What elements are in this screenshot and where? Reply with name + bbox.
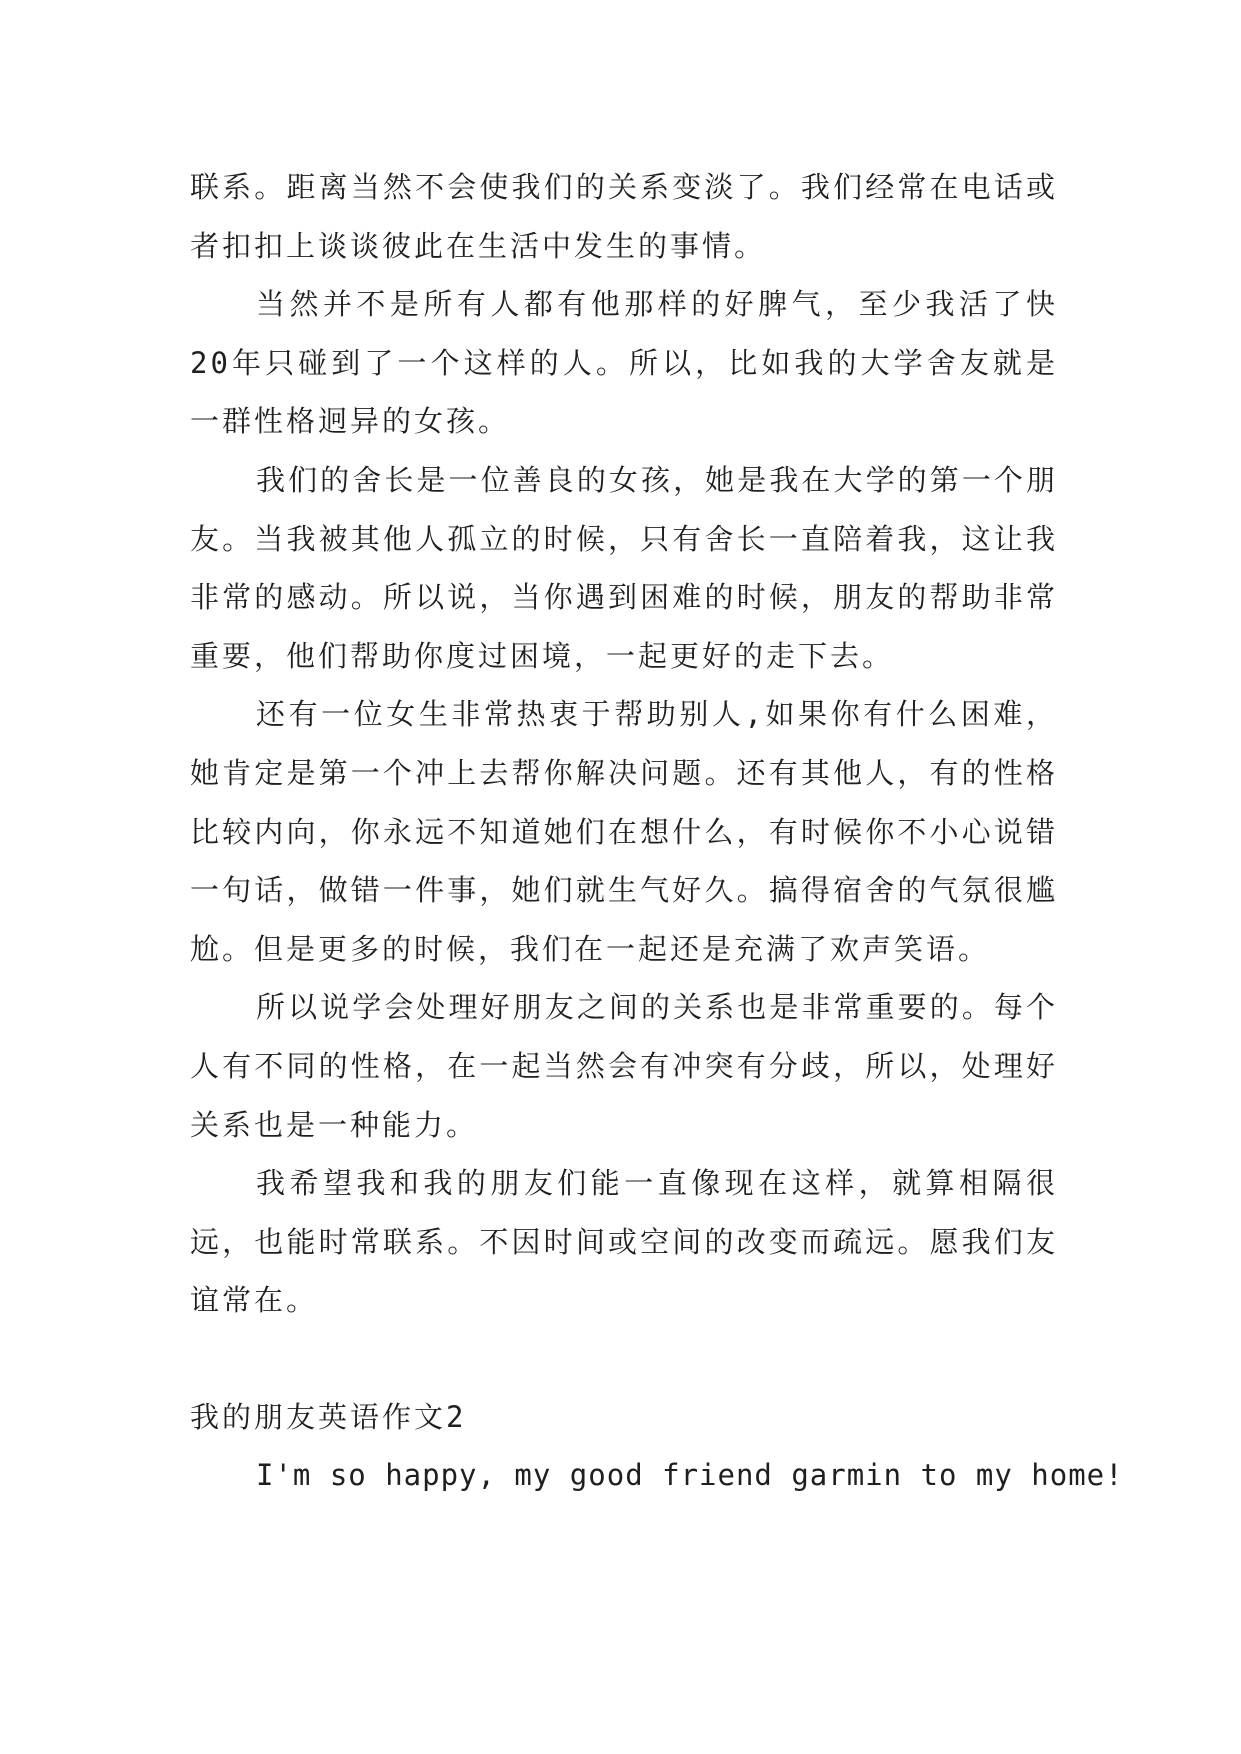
- paragraph: 我希望我和我的朋友们能一直像现在这样，就算相隔很远，也能时常联系。不因时间或空间的改变而疏远。愿我们友谊常在。: [190, 1166, 1058, 1318]
- paragraph-continued: 联系。距离当然不会使我们的关系变淡了。我们经常在电话或者扣扣上谈谈彼此在生活中发生的事情。: [190, 170, 1058, 263]
- paragraph: 我们的舍长是一位善良的女孩，她是我在大学的第一个朋友。当我被其他人孤立的时候，只有舍长一直陪着我，这让我非常的感动。所以说，当你遇到困难的时候，朋友的帮助非常重要，他们帮助你度过困境，一起更好的走下去。: [190, 462, 1058, 673]
- paragraph: 当然并不是所有人都有他那样的好脾气，至少我活了快20年只碰到了一个这样的人。所以，比如我的大学舍友就是一群性格迥异的女孩。: [190, 287, 1058, 439]
- document-page: [190, 158, 1124, 1505]
- english-paragraph: I'm so happy, my good friend garmin to my home!: [256, 1458, 1124, 1493]
- paragraph: 所以说学会处理好朋友之间的关系也是非常重要的。每个人有不同的性格，在一起当然会有冲突有分歧，所以，处理好关系也是一种能力。: [190, 990, 1058, 1142]
- section-heading: 我的朋友英语作文2: [190, 1399, 467, 1434]
- paragraph: 还有一位女生非常热衷于帮助别人,如果你有什么困难，她肯定是第一个冲上去帮你解决问题。还有其他人，有的性格比较内向，你永远不知道她们在想什么，有时候你不小心说错一句话，做错一件事，她们就生气好久。搞得宿舍的气氛很尴尬。但是更多的时候，我们在一起还是充满了欢声笑语。: [190, 697, 1058, 966]
